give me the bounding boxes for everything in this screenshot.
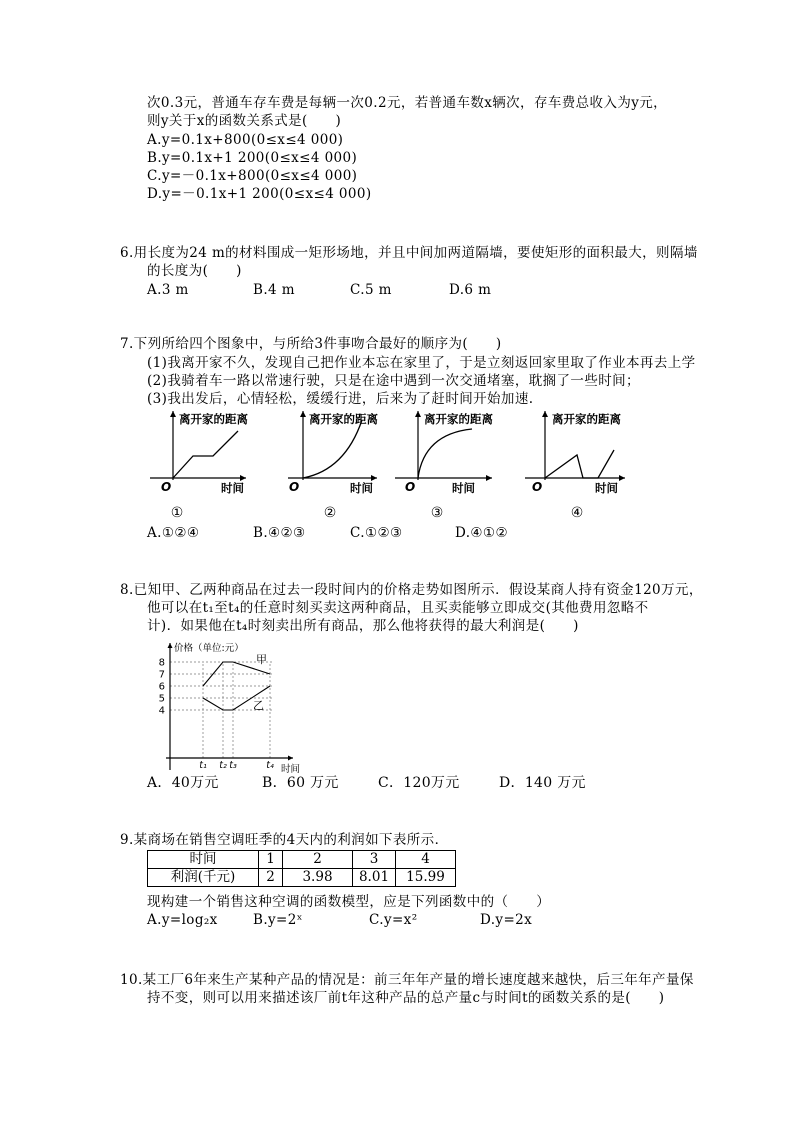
q9-option-c: C.y=x² xyxy=(369,912,418,928)
q8-option-a: A．40万元 xyxy=(147,775,219,791)
graph-1-curve xyxy=(173,431,238,478)
graph-4-number: ④ xyxy=(570,505,584,521)
price-trend-chart xyxy=(140,636,310,776)
q6-stem-line1: 6.用长度为24 m的材料围成一矩形场地，并且中间加两道隔墙，要使矩形的面积最大，则隔墙 xyxy=(120,245,698,261)
table-cell: 2 xyxy=(283,851,353,869)
chart-x-tick-label-3: t₃ xyxy=(229,760,237,771)
chart-y-tick-label-8: 8 xyxy=(158,657,165,669)
q7-option-d: D.④①② xyxy=(455,525,508,541)
chart-y-axis-title: 价格（单位:元） xyxy=(174,643,244,654)
graph-2-origin: O xyxy=(289,480,300,494)
graph-1 xyxy=(150,411,248,521)
graph-1-x-label: 时间 xyxy=(221,481,244,495)
q5-stem-line1: 次0.3元，普通车存车费是每辆一次0.2元，若普通车数x辆次，存车费总收入为y元， xyxy=(147,95,668,111)
graph-3 xyxy=(395,411,493,521)
table-cell: 8.01 xyxy=(353,869,396,887)
q7-stem: 7.下列所给四个图象中，与所给3件事吻合最好的顺序为( ) xyxy=(120,336,502,352)
chart-y-tick-label-5: 5 xyxy=(158,693,165,705)
profit-table xyxy=(147,850,456,887)
graph-3-origin: O xyxy=(405,480,416,494)
graph-4 xyxy=(525,411,625,521)
graph-2-number: ② xyxy=(323,505,337,521)
q9-option-a: A.y=log₂x xyxy=(147,912,218,928)
q8-stem-line3: 计)．如果他在t₄时刻卖出所有商品，那么他将获得的最大利润是( ) xyxy=(147,618,579,634)
table-cell: 15.99 xyxy=(396,869,456,887)
graph-2 xyxy=(288,411,378,521)
q7-option-b: B.④②③ xyxy=(253,525,306,541)
q6-option-b: B.4 m xyxy=(253,282,295,298)
q10-stem-line1: 10.某工厂6年来生产某种产品的情况是：前三年年产量的增长速度越来越快，后三年年产量保 xyxy=(120,972,694,988)
q6-option-a: A.3 m xyxy=(147,282,189,298)
q9-option-d: D.y=2x xyxy=(480,912,533,928)
graph-3-y-label: 离开家的距离 xyxy=(424,412,493,426)
graph-1-origin: O xyxy=(161,480,172,494)
q9-option-b: B.y=2ˣ xyxy=(253,912,303,928)
q7-option-a: A.①②④ xyxy=(147,525,200,541)
q5-option-c: C.y=－0.1x+800(0≤x≤4 000) xyxy=(147,168,358,184)
graph-1-y-label: 离开家的距离 xyxy=(179,412,248,426)
chart-y-tick-label-6: 6 xyxy=(158,681,165,693)
q7-option-c: C.①②③ xyxy=(350,525,403,541)
q7-event-3: (3)我出发后，心情轻松，缓缓行进，后来为了赶时间开始加速. xyxy=(147,391,534,407)
table-cell: 4 xyxy=(396,851,456,869)
graph-1-number: ① xyxy=(170,505,184,521)
chart-y-tick-label-4: 4 xyxy=(158,705,165,717)
q8-option-c: C．120万元 xyxy=(378,775,460,791)
chart-series-label-1: 甲 xyxy=(256,653,267,666)
q5-option-d: D.y=－0.1x+1 200(0≤x≤4 000) xyxy=(147,186,372,202)
graph-3-curve xyxy=(418,429,472,478)
q8-option-b: B．60 万元 xyxy=(262,775,339,791)
q6-option-c: C.5 m xyxy=(350,282,392,298)
table-cell: 利润(千元) xyxy=(148,869,259,887)
chart-x-axis-title: 时间 xyxy=(281,764,301,775)
table-row-profit xyxy=(148,869,456,887)
table-row-time xyxy=(148,851,456,869)
q5-option-a: A.y=0.1x+800(0≤x≤4 000) xyxy=(147,132,344,148)
q6-stem-line2: 的长度为( ) xyxy=(147,263,242,279)
q6-option-d: D.6 m xyxy=(449,282,492,298)
graph-2-curve xyxy=(303,420,362,478)
chart-marks xyxy=(159,653,274,771)
graph-4-origin: O xyxy=(532,480,543,494)
graph-3-number: ③ xyxy=(430,505,444,521)
q5-stem-line2: 则y关于x的函数关系式是( ) xyxy=(147,113,342,129)
graph-4-y-label: 离开家的距离 xyxy=(552,412,621,426)
chart-x-tick-label-1: t₁ xyxy=(199,760,207,771)
graph-4-curve xyxy=(545,450,614,478)
graph-2-y-label: 离开家的距离 xyxy=(309,412,378,426)
table-cell: 1 xyxy=(259,851,283,869)
q9-stem: 9.某商场在销售空调旺季的4天内的利润如下表所示． xyxy=(120,832,449,848)
q7-event-1: (1)我离开家不久，发现自己把作业本忘在家里了，于是立刻返回家里取了作业本再去上学 xyxy=(147,355,696,371)
table-cell: 时间 xyxy=(148,851,259,869)
table-cell: 2 xyxy=(259,869,283,887)
q10-stem-line2: 持不变，则可以用来描述该厂前t年这种产品的总产量c与时间t的函数关系的是( ) xyxy=(147,990,665,1006)
graph-3-x-label: 时间 xyxy=(452,481,475,495)
q8-stem-line1: 8.已知甲、乙两种商品在过去一段时间内的价格走势如图所示．假设某商人持有资金120万元， xyxy=(120,582,703,598)
q5-option-b: B.y=0.1x+1 200(0≤x≤4 000) xyxy=(147,150,358,166)
q8-stem-line2: 他可以在t₁至t₄的任意时刻买卖这两种商品，且买卖能够立即成交(其他费用忽略不 xyxy=(147,600,649,616)
q7-event-2: (2)我骑着车一路以常速行驶，只是在途中遇到一次交通堵塞，耽搁了一些时间； xyxy=(147,373,640,389)
chart-y-tick-label-7: 7 xyxy=(158,669,165,681)
graph-2-x-label: 时间 xyxy=(350,481,373,495)
q9-prompt: 现构建一个销售这种空调的函数模型，应是下列函数中的（ ） xyxy=(147,894,551,910)
chart-x-tick-label-2: t₂ xyxy=(219,760,227,771)
chart-x-tick-label-4: t₄ xyxy=(266,760,274,771)
q7-graphs-figure xyxy=(140,400,640,530)
table-cell: 3.98 xyxy=(283,869,353,887)
chart-series-label-2: 乙 xyxy=(253,699,264,712)
graph-4-x-label: 时间 xyxy=(595,481,618,495)
table-cell: 3 xyxy=(353,851,396,869)
q8-option-d: D．140 万元 xyxy=(499,775,586,791)
